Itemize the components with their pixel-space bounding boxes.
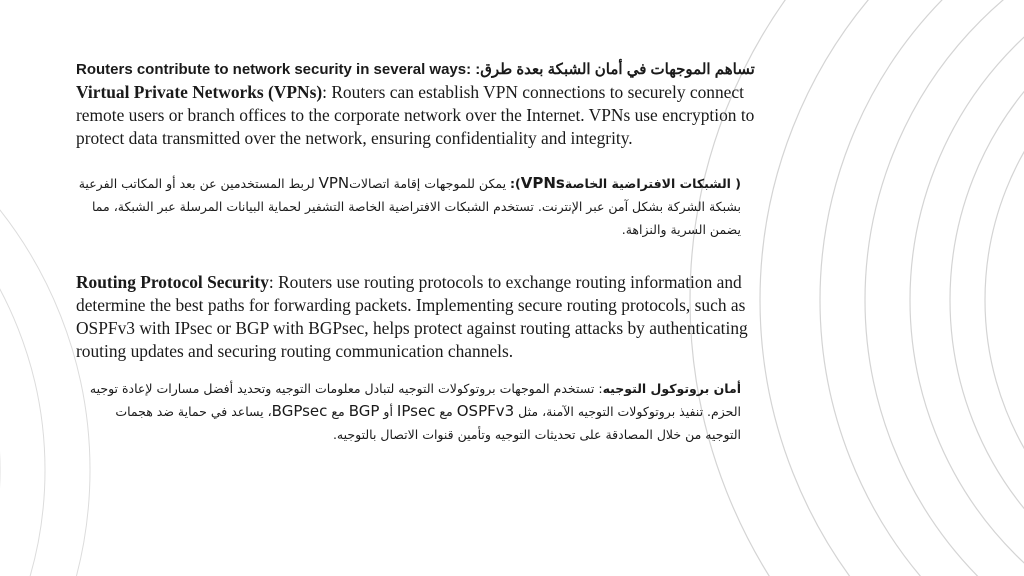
routing-ar-ipsec: IPsec xyxy=(396,402,436,420)
routing-ar-body-2: ، يساعد في حماية ضد هجمات التوجيه من خلال المصادقة على تحديثات التوجيه وتأمين قنوات الاتصال بالتوجيه. xyxy=(115,404,741,442)
routing-ar-ospf: OSPFv3 xyxy=(456,402,515,420)
vpn-ar-body-1: يمكن للموجهات إقامة اتصالات xyxy=(349,176,507,191)
vpn-ar-title-prefix: ( الشبكات الافتراضية الخاصة xyxy=(564,176,741,191)
vpn-title: Virtual Private Networks (VPNs) xyxy=(76,82,323,102)
intro-english: Routers contribute to network security in several ways: xyxy=(76,61,472,78)
routing-title: Routing Protocol Security xyxy=(76,272,269,292)
routing-ar-with-1: مع xyxy=(439,404,453,419)
routing-arabic-paragraph xyxy=(76,377,741,446)
intro-arabic: تساهم الموجهات في أمان الشبكة بعدة طرق: xyxy=(475,61,755,78)
routing-ar-with-2: مع xyxy=(331,404,345,419)
vpn-paragraph xyxy=(76,81,776,150)
vpn-ar-vpn: VPN xyxy=(318,174,350,192)
vpn-ar-title-suffix: ): xyxy=(510,176,521,191)
routing-ar-bgp: BGP xyxy=(348,402,380,420)
routing-paragraph xyxy=(76,271,776,363)
intro-line xyxy=(76,58,776,81)
routing-ar-or: أو xyxy=(383,404,393,419)
vpn-ar-body-2: لربط المستخدمين عن بعد أو المكاتب الفرعية بشبكة الشركة بشكل آمن عبر الإنترنت. تستخدم الشبكات الافتراضية الخاصة التشفير لحماية البيانات المرسلة عبر الشبكة، مما يضمن السرية والنزاهة. xyxy=(78,176,741,237)
routing-ar-title: أمان بروتوكول التوجيه xyxy=(602,381,741,396)
slide-content xyxy=(76,58,776,446)
routing-ar-body-1: : تستخدم الموجهات بروتوكولات التوجيه لتبادل معلومات التوجيه وتحديد أفضل مسارات لإعادة توجيه الحزم. تنفيذ بروتوكولات التوجيه الآمنة، مثل xyxy=(89,381,741,419)
routing-body: : Routers use routing protocols to exchange routing information and determine the best paths for forwarding packets. Implementing secure routing protocols, such as OSPFv3 with IPsec or BGP with BGPsec, helps protect against routing attacks by authenticating routing updates and securing routing communication channels. xyxy=(76,272,748,361)
vpn-ar-title-abbr: VPNs xyxy=(520,174,565,192)
routing-ar-bgpsec: BGPsec xyxy=(271,402,328,420)
vpn-body: : Routers can establish VPN connections to securely connect remote users or branch offices to the corporate network over the Internet. VPNs use encryption to protect data transmitted over the network, ensuring confidentiality and integrity. xyxy=(76,82,755,148)
vpn-arabic-paragraph xyxy=(76,172,741,241)
